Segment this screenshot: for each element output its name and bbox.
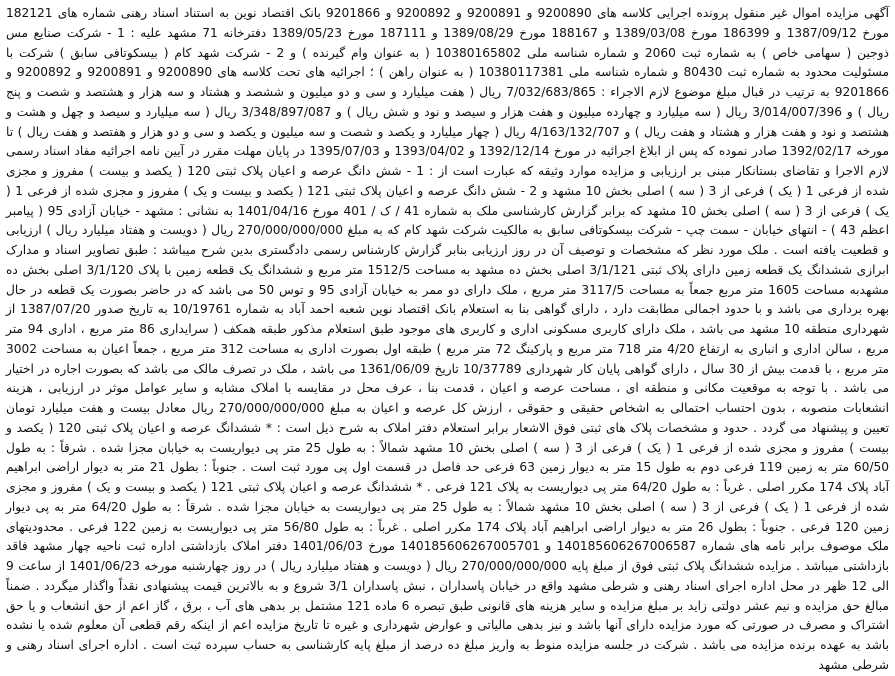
auction-notice-text: آگهی مزایده اموال غیر منقول پرونده اجرایی کلاسه های 9200890 و 9200891 و 9200892 و 9201866 بانک اقتصاد نوین به استناد اسناد رهنی شماره های 182121 مورخ 1387/09/12 و 186399 مورخ 1389/03/08 و 188167 مورخ 1389/08/29 و 187111 مورخ 1389/05/23 دفترخانه 71 مشهد علیه : 1 - شرکت صنایع مس ذوجین ( سهامی خاص ) به شماره ثبت 2060 و شماره شناسه ملی 10380165802 ( به عنوان وام گیرنده ) و 2 - شرکت شهد کام ( بیسکوتافی سابق ) شرکت با مسئولیت محدود به شماره ثبت 80430 و شماره شناسه ملی 10380117381 ( به عنوان راهن ) ؛ اجرائیه های تحت کلاسه های 9200890 و 9200891 و 9200892 و 9201866 به ترتیب در قبال مبلغ موضوع لازم الاجراء : 7/032/683/865 ریال ( هفت میلیارد و سی و دو میلیون و ششصد و هشتاد و سه هزار و هشتصد و شصت و پنج ریال ) و 3/014/007/396 ریال ( سه میلیارد و چهارده میلیون و هفت هزار و سیصد و نود و شش ریال ) و 3/348/897/087 ریال ( سه میلیارد و سیصد و چهل و هشت و هشتصد و نود و هفت هزار و هشتاد و هفت ریال ) و 4/163/132/707 ریال ( چهار میلیارد و یکصد و شصت و سه میلیون و یکصد و سی و دو هزار و هفتصد و هفت ریال ) تا مورخه 1392/02/17 صادر نموده که پس از ابلاغ اجرائیه در مورخ 1392/12/14 و 1393/04/02 و 1395/07/03 در پایان مهلت مقرر در آیین نامه اجرائیه مفاد اسناد رسمی لازم الاجرا و تقاضای بستانکار مبنی بر ارزیابی و مزایده موارد وثیقه که عبارت است از : 1 - شش دانگ عرصه و اعیان پلاک ثبتی 120 ( یکصد و بیست ) مفروز و مجزی شده از فرعی 1 ( یک ) فرعی از 3 ( سه ) اصلی بخش 10 مشهد و 2 - شش دانگ عرصه و اعیان پلاک ثبتی 121 ( یکصد و بیست و یک ) مفروز و مجزی شده از فرعی 1 ( یک ) فرعی از 3 ( سه ) اصلی بخش 10 مشهد که برابر گزارش کارشناسی ملک به شماره 41 / ک / 401 مورخ 1401/04/16 به نشانی : مشهد - خیابان آزادی 95 ( پیامبر اعظم 43 ) - انتهای خیابان - سمت چپ - شرکت بیسکوتافی سابق به مالکیت شرکت شهد کام که به مبلغ 270/000/000/000 ریال ( دویست و هفتاد میلیارد ریال ) ارزیابی و قطعیت یافته است . ملک مورد نظر که مشخصات و توصیف آن در روز ارزیابی بنابر گزارش کارشناس رسمی دادگستری بدین شرح میباشد : طبق تصاویر اسناد و مدارک ابرازی ششدانگ یک قطعه زمین دارای پلاک ثبتی 3/1/121 اصلی بخش ده مشهد به مساحت 1512/5 متر مربع و ششدانگ یک قطعه زمین با پلاک 3/1/120 اصلی بخش ده مشهدبه مساحت 1605 متر مربع جمعاً به مساحت 3117/5 متر مربع ، ملک دارای دو ممر به خیابان آزادی 95 و توس 50 می باشد که در حاضر بصورت یک قطعه در حال بهره برداری می باشد و با حدود اجمالی مطابقت دارد ، دارای گواهی بنا به استعلام بانک اقتصاد نوین شعبه احمد آباد به شماره 10/19761 به تاریخ صدور 1387/07/20 از شهرداری منطقه 10 مشهد می باشد ، ملک دارای کاربری مسکونی اداری و کاربری های موجود طبق استعلام مذکور طبقه همکف ( سرایداری 86 متر مربع ، اداری 94 متر مربع ، سالن اداری و انباری به ارتفاع 4/20 متر 718 متر مربع و پارکینگ 72 متر مربع ) طبقه اول بصورت اداری به مساحت 312 متر مربع ، جمعاً اعیان به مساحت 3002 متر مربع ، با قدمت بیش از 30 سال ، دارای گواهی پایان کار شهرداری 10/37789 تاریخ 1361/06/09 می باشد ، ملک در تصرف مالک می باشد که بصورت اجاره در اختیار می باشد . با توجه به موقعیت مکانی و منطقه ای ، مساحت عرصه و اعیان ، قدمت بنا ، عرف محل در مقایسه با املاک مشابه و سایر عوامل موثر در ارزیابی ، هزینه انشعابات منصوبه ، بدون احتساب احتمالی به اشخاص حقیقی و حقوقی ، ارزش کل عرصه و اعیان به مبلغ 270/000/000/000 ریال معادل بیست و هفت میلیارد تومان تعیین و پیشنهاد می گردد . حدود و مشخصات پلاک های ثبتی فوق الاشعار برابر استعلام دفتر املاک به شرح ذیل است : * ششدانگ عرصه و اعیان پلاک ثبتی 120 ( یکصد و بیست ) مفروز و مجزی شده از فرعی 1 ( یک ) فرعی از 3 ( سه ) اصلی بخش 10 مشهد شمالاً : به طول 25 متر پی دیواریست به خیابان مجزا شده . شرقاً : به طول 60/50 متر به زمین 119 فرعی دوم به طول 15 متر به دیوار زمین 63 فرعی حد فاصل در قسمت اول پی مورد ثبت است . جنوباً : بطول 21 متر به دیوار اراضی ابراهیم آباد پلاک 174 مکرر اصلی . غرباً : به طول 64/20 متر پی دیواریست به پلاک 121 فرعی . * ششدانگ عرصه و اعیان پلاک ثبتی 121 ( یکصد و بیست و یک ) مفروز و مجزی شده از فرعی 1 ( یک ) فرعی از 3 ( سه ) اصلی بخش 10 مشهد شمالاً : به طول 25 متر پی دیواریست به خیابان مجزا شده . شرقاً : به طول 64/20 متر به پی دیوار زمین 120 فرعی . جنوباً : بطول 26 متر به دیوار اراضی ابراهیم آباد پلاک 174 مکرر اصلی . غرباً : به طول 56/80 متر پی دیواریست به زمین 122 فرعی . محدودیتهای ملک موصوف برابر نامه های شماره 140185606267006587 و 140185606267005701 مورخ 1401/06/03 دفتر املاک بازداشتی اداره ثبت ناحیه چهار مشهد فاقد بازداشتی میباشد . مزایده ششدانگ پلاک ثبتی فوق از مبلغ پایه 270/000/000/000 ریال ( دویست و هفتاد میلیارد ریال ) در روز چهارشنبه مورخه 1401/06/23 از ساعت 9 الی 12 ظهر در محل اداره اجرای اسناد رهنی و شرطی مشهد واقع در خیابان پاسداران ، نبش پاسداران 3/1 شروع و به بالاترین قیمت پیشنهادی نقداً واگذار میگردد . ضمناً مبالغ حق مزایده و نیم عشر دولتی زاید بر مبلغ مزایده و سایر هزینه های قانونی طبق تبصره 6 ماده 121 مشتمل بر بدهی های آب ، برق ، گاز اعم از حق انشعاب و یا حق اشتراک و مصرف در صورتی که مورد مزایده دارای آنها باشد و نیز بدهی مالیاتی و عوارض شهرداری و غیره تا تاریخ مزایده اعم از اینکه رقم قطعی آن معلوم شده یا نشده باشد به عهده برنده مزایده می باشد . شرکت در جلسه مزایده منوط به واریز مبلغ ده درصد از مبلغ پایه کارشناسی به حساب سپرده ثبت است . اداره اجرای اسناد رهنی و شرطی مشهد [6,6,890,672]
